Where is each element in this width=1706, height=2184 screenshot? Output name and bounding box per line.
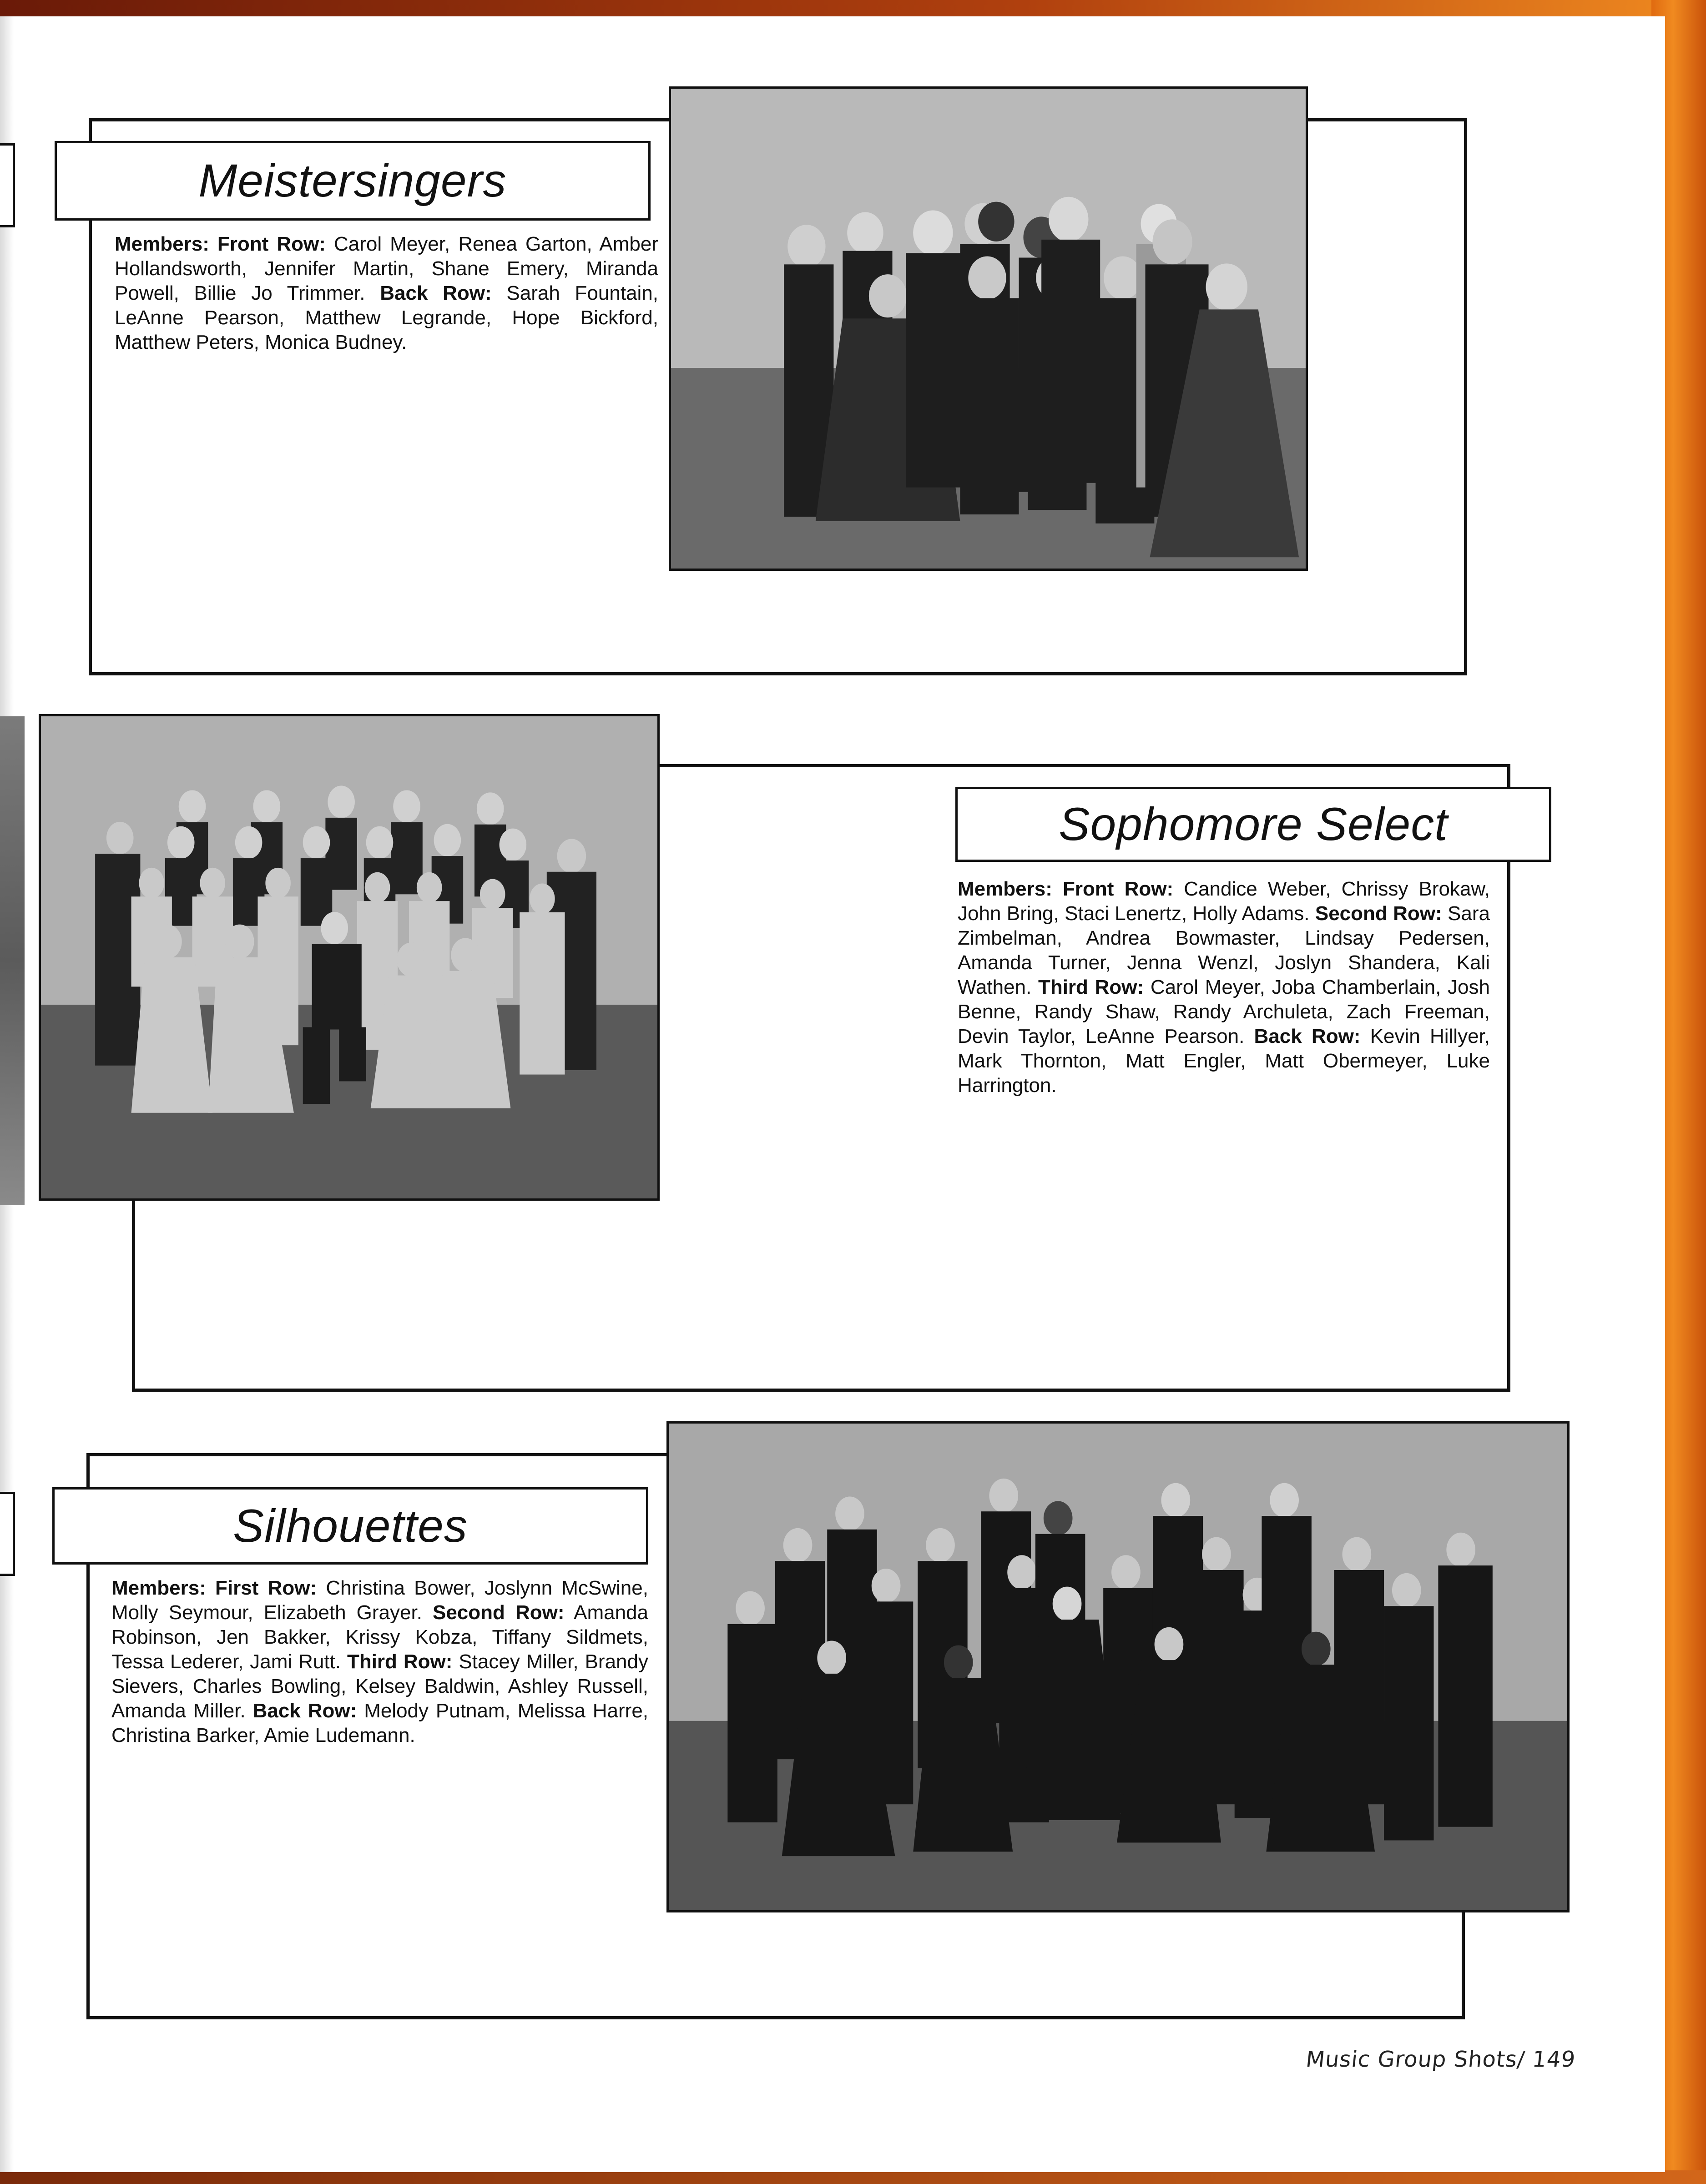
- row-names: Carol Meyer, Renea Garton, Amber Hollandsworth, Jennifer Martin, Shane Emery, Miranda Powell, Billie Jo Trimmer.: [115, 233, 658, 304]
- row-names: Kevin Hillyer, Mark Thornton, Matt Engler, Matt Obermeyer, Luke Harrington.: [958, 1025, 1490, 1097]
- members-label: Members:: [115, 233, 209, 255]
- row-label: Third Row:: [347, 1651, 453, 1673]
- meistersingers-members: [115, 232, 658, 355]
- row-names: Carol Meyer, Joba Chamberlain, Josh Benne, Randy Shaw, Randy Archuleta, Zach Freeman, Devin Taylor, LeAnne Pearson.: [958, 976, 1490, 1047]
- facing-page-photo-edge: [0, 716, 25, 1205]
- row-label: Back Row:: [1254, 1025, 1361, 1047]
- row-label: First Row:: [215, 1577, 317, 1599]
- scan-border-bottom: [0, 2170, 1706, 2184]
- row-names: Amanda Robinson, Jen Bakker, Krissy Kobza, Tiffany Sildmets, Tessa Lederer, Jami Rutt.: [111, 1601, 648, 1673]
- row-label: Front Row:: [1063, 878, 1174, 900]
- row-label: Back Row:: [252, 1700, 357, 1722]
- row-names: Stacey Miller, Brandy Sievers, Charles Bowling, Kelsey Baldwin, Ashley Russell, Amanda Miller.: [111, 1651, 648, 1722]
- members-label: Members:: [958, 878, 1052, 900]
- meistersingers-photo: [669, 86, 1308, 571]
- row-label: Back Row:: [380, 282, 492, 304]
- silhouettes-photo: [666, 1421, 1570, 1912]
- row-label: Front Row:: [217, 233, 326, 255]
- members-label: Members:: [111, 1577, 206, 1599]
- silhouettes-title: Silhouettes: [52, 1487, 648, 1565]
- row-names: Christina Bower, Joslynn McSwine, Molly Seymour, Elizabeth Grayer.: [111, 1577, 648, 1624]
- meistersingers-title: Meistersingers: [55, 141, 651, 221]
- row-label: Second Row:: [432, 1601, 565, 1624]
- sophomore-select-members: [958, 877, 1490, 1098]
- scan-border-top: [0, 0, 1706, 18]
- page-footer: Music Group Shots/ 149: [1304, 2047, 1577, 2072]
- facing-page-edge: [0, 143, 15, 227]
- silhouettes-members: [111, 1576, 648, 1748]
- row-names: Candice Weber, Chrissy Brokaw, John Bring, Staci Lenertz, Holly Adams.: [958, 878, 1490, 925]
- row-names: Sarah Fountain, LeAnne Pearson, Matthew Legrande, Hope Bickford, Matthew Peters, Monica Budney.: [115, 282, 658, 353]
- sophomore-select-title: Sophomore Select: [955, 787, 1551, 862]
- sophomore-select-photo: [39, 714, 660, 1201]
- row-names: Melody Putnam, Melissa Harre, Christina Barker, Amie Ludemann.: [111, 1700, 649, 1746]
- row-names: Sara Zimbelman, Andrea Bowmaster, Lindsay Pedersen, Amanda Turner, Jenna Wenzl, Joslyn Shandera, Kali Wathen.: [958, 902, 1490, 998]
- facing-page-edge: [0, 1492, 15, 1576]
- row-label: Second Row:: [1315, 902, 1442, 925]
- row-label: Third Row:: [1038, 976, 1144, 998]
